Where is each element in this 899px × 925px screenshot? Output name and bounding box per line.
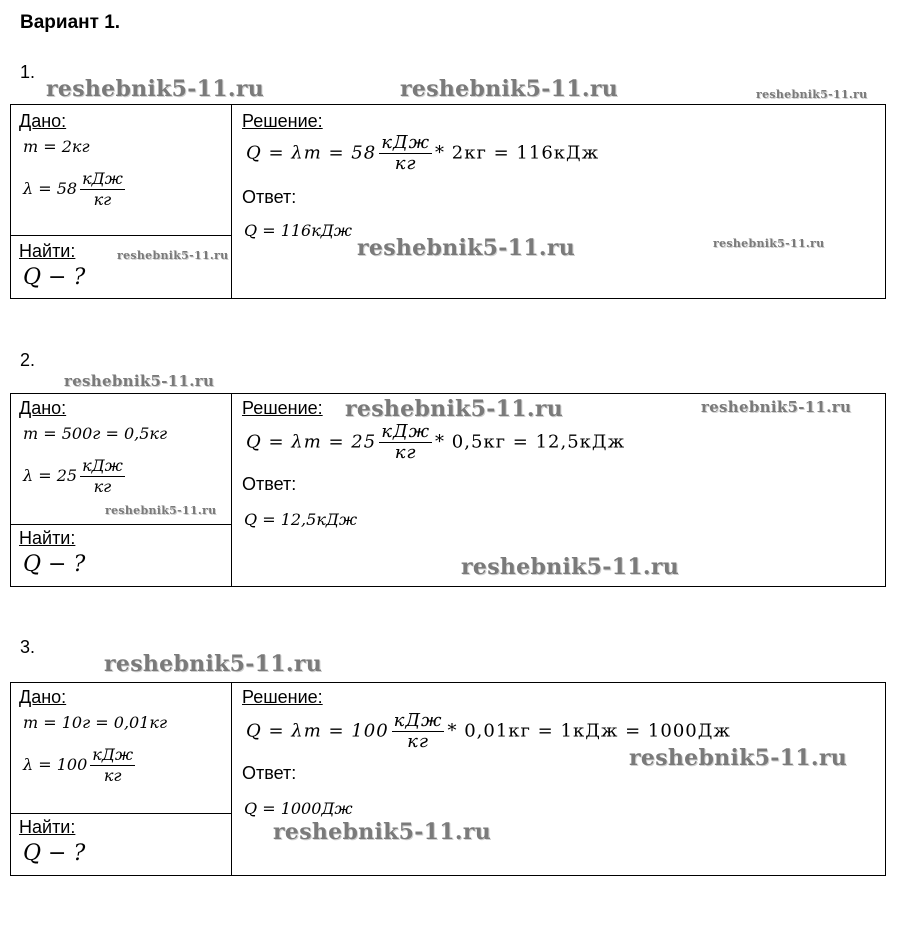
find-value: Q − ?	[23, 841, 86, 866]
given-lambda: λ = 25 $\frac{\text{кДж}}{кг}$	[23, 456, 123, 496]
watermark: reshebnik5-11.ru	[46, 76, 265, 102]
given-label: Дано:	[19, 111, 67, 131]
solution-formula: Q = λm = 58 $\frac{\text{кДж}}{кг}$ * 2кг = 116кДж	[246, 132, 600, 174]
solution-label: Решение:	[242, 398, 323, 418]
task-number: 2.	[20, 350, 36, 370]
watermark: reshebnik5-11.ru	[104, 651, 323, 677]
task-2-table	[10, 393, 886, 587]
given-column	[11, 105, 232, 298]
answer-label: Ответ:	[242, 763, 297, 783]
given-lambda: λ = 58 $\frac{\text{кДж}}{кг}$	[23, 169, 123, 209]
given-mass: m = 10г = 0,01кг	[23, 713, 168, 732]
watermark: reshebnik5-11.ru	[345, 396, 564, 422]
divider	[11, 524, 231, 525]
answer-value: Q = 12,5кДж	[244, 510, 358, 529]
task-number: 3.	[20, 637, 36, 657]
answer-value: Q = 1000Дж	[244, 799, 353, 818]
solution-formula: Q = λm = 100 $\frac{\text{кДж}}{кг}$ * 0,01кг = 1кДж = 1000Дж	[246, 710, 731, 752]
watermark: reshebnik5-11.ru	[400, 76, 619, 102]
given-label: Дано:	[19, 398, 67, 418]
watermark: reshebnik5-11.ru	[461, 554, 680, 580]
watermark: reshebnik5-11.ru	[756, 88, 868, 101]
answer-label: Ответ:	[242, 187, 297, 207]
answer-label: Ответ:	[242, 474, 297, 494]
watermark: reshebnik5-11.ru	[273, 819, 492, 845]
watermark: reshebnik5-11.ru	[701, 398, 852, 416]
solution-formula: Q = λm = 25 $\frac{\text{кДж}}{кг}$ * 0,5кг = 12,5кДж	[246, 421, 626, 463]
task-number: 1.	[20, 62, 36, 82]
find-value: Q − ?	[23, 552, 86, 577]
find-label: Найти:	[19, 817, 76, 837]
page-title: Вариант 1.	[20, 12, 121, 33]
watermark: reshebnik5-11.ru	[713, 237, 825, 250]
watermark: reshebnik5-11.ru	[105, 504, 217, 517]
given-lambda: λ = 100 $\frac{\text{кДж}}{кг}$	[23, 745, 134, 785]
solution-label: Решение:	[242, 111, 323, 131]
watermark: reshebnik5-11.ru	[629, 745, 848, 771]
watermark: reshebnik5-11.ru	[64, 372, 215, 390]
given-mass: m = 500г = 0,5кг	[23, 424, 168, 443]
divider	[11, 813, 231, 814]
given-mass: m = 2кг	[23, 137, 90, 156]
find-value: Q − ?	[23, 265, 86, 290]
divider	[11, 235, 231, 236]
solution-label: Решение:	[242, 687, 323, 707]
answer-value: Q = 116кДж	[244, 221, 352, 240]
find-label: Найти:	[19, 528, 76, 548]
task-3-table	[10, 682, 886, 876]
given-label: Дано:	[19, 687, 67, 707]
watermark: reshebnik5-11.ru	[357, 235, 576, 261]
given-column	[11, 683, 232, 875]
watermark: reshebnik5-11.ru	[117, 249, 229, 262]
given-column	[11, 394, 232, 586]
task-1-table	[10, 104, 886, 299]
find-label: Найти:	[19, 241, 76, 261]
